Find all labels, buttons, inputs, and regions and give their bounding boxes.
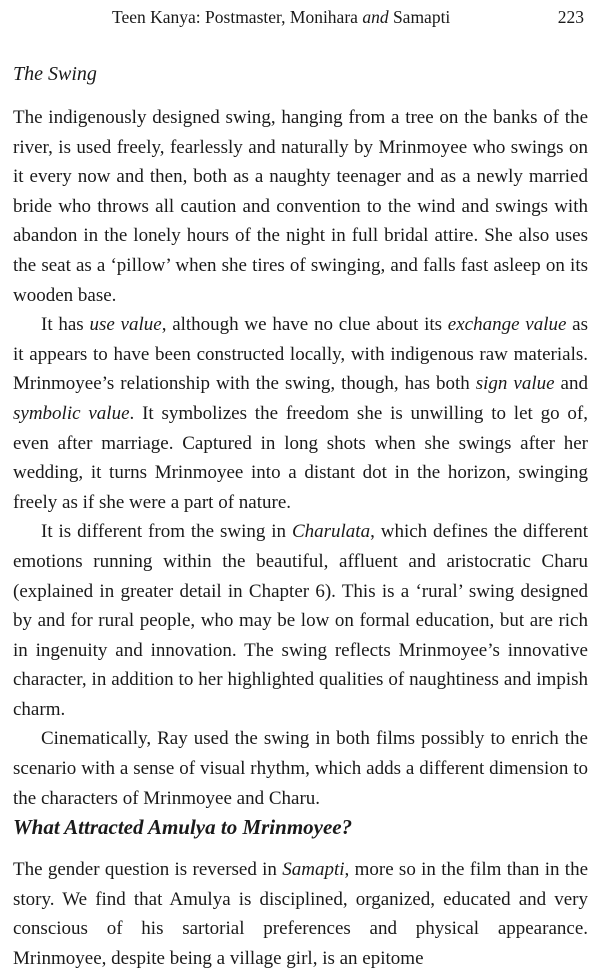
running-title-part: and [362, 7, 389, 27]
running-header [0, 4, 600, 30]
text-run: . It symbolizes the freedom she is unwilling to let go of, even after marriage. Captured in long shots when she swings after her wedding, it turns Mrinmoyee into a distant dot in the horizon, swinging freely as if she were a part of nature. [13, 402, 588, 513]
body-text-section-1 [13, 103, 588, 813]
section-heading: What Attracted Amulya to Mrinmoyee? [13, 815, 353, 839]
italic-term: Samapti [282, 859, 345, 880]
paragraph [13, 517, 588, 724]
text-run: , more so in the film than in the story. We find that Amulya is disciplined, organized, educated and very conscious of his sartorial preferences and physical appearance. Mrinmoyee, despite being a village girl, is an epitome [13, 859, 588, 969]
italic-term: symbolic value [13, 402, 130, 424]
text-run: , although we have no clue about its [161, 314, 448, 336]
text-run: , which defines the different emotions running within the beautiful, affluent and aristocratic Charu (explained in greater detail in Chapter 6). This is a ‘rural’ swing designed by and for rural people, who may be low on formal education, but are rich in ingenuity and innovation. The swing reflects Mrinmoyee’s innovative character, in addition to her highlighted qualities of naughtiness and impish charm. [13, 521, 588, 720]
italic-term: Charulata [291, 521, 371, 543]
text-run: It has [41, 314, 90, 336]
paragraph [13, 724, 588, 813]
running-title-part: Teen Kanya: Postmaster, Monihara [112, 7, 363, 27]
text-run: as it appears to have been constructed locally, with indigenous raw materials. Mrinmoyee’s relationship with the swing, though, has both [13, 314, 589, 395]
body-text-section-2 [13, 855, 588, 973]
running-title [112, 4, 450, 30]
paragraph [13, 855, 588, 973]
italic-term: sign value [475, 373, 555, 395]
text-run: The indigenously designed swing, hanging from a tree on the banks of the river, is used freely, fearlessly and naturally by Mrinmoyee who swings on it every now and then, both as a naughty teenager and as a newly married bride who throws all caution and convention to the wind and swings with abandon in the lonely hours of the night in full bridal attire. She also uses the seat as a ‘pillow’ when she tires of swinging, and falls fast asleep on its wooden base. [13, 107, 588, 306]
text-run: and [554, 373, 588, 395]
section-title: The Swing [13, 63, 97, 85]
paragraph [13, 310, 588, 517]
italic-term: use value [89, 314, 162, 336]
paragraph [13, 103, 588, 310]
page-number: 223 [557, 7, 584, 27]
text-run: It is different from the swing in [41, 521, 292, 543]
running-title-part: Samapti [388, 7, 451, 27]
italic-term: exchange value [447, 314, 567, 336]
text-run: The gender question is reversed in [13, 859, 283, 880]
text-run: Cinematically, Ray used the swing in both films possibly to enrich the scenario with a sense of visual rhythm, which adds a different dimension to the characters of Mrinmoyee and Charu. [13, 728, 588, 809]
